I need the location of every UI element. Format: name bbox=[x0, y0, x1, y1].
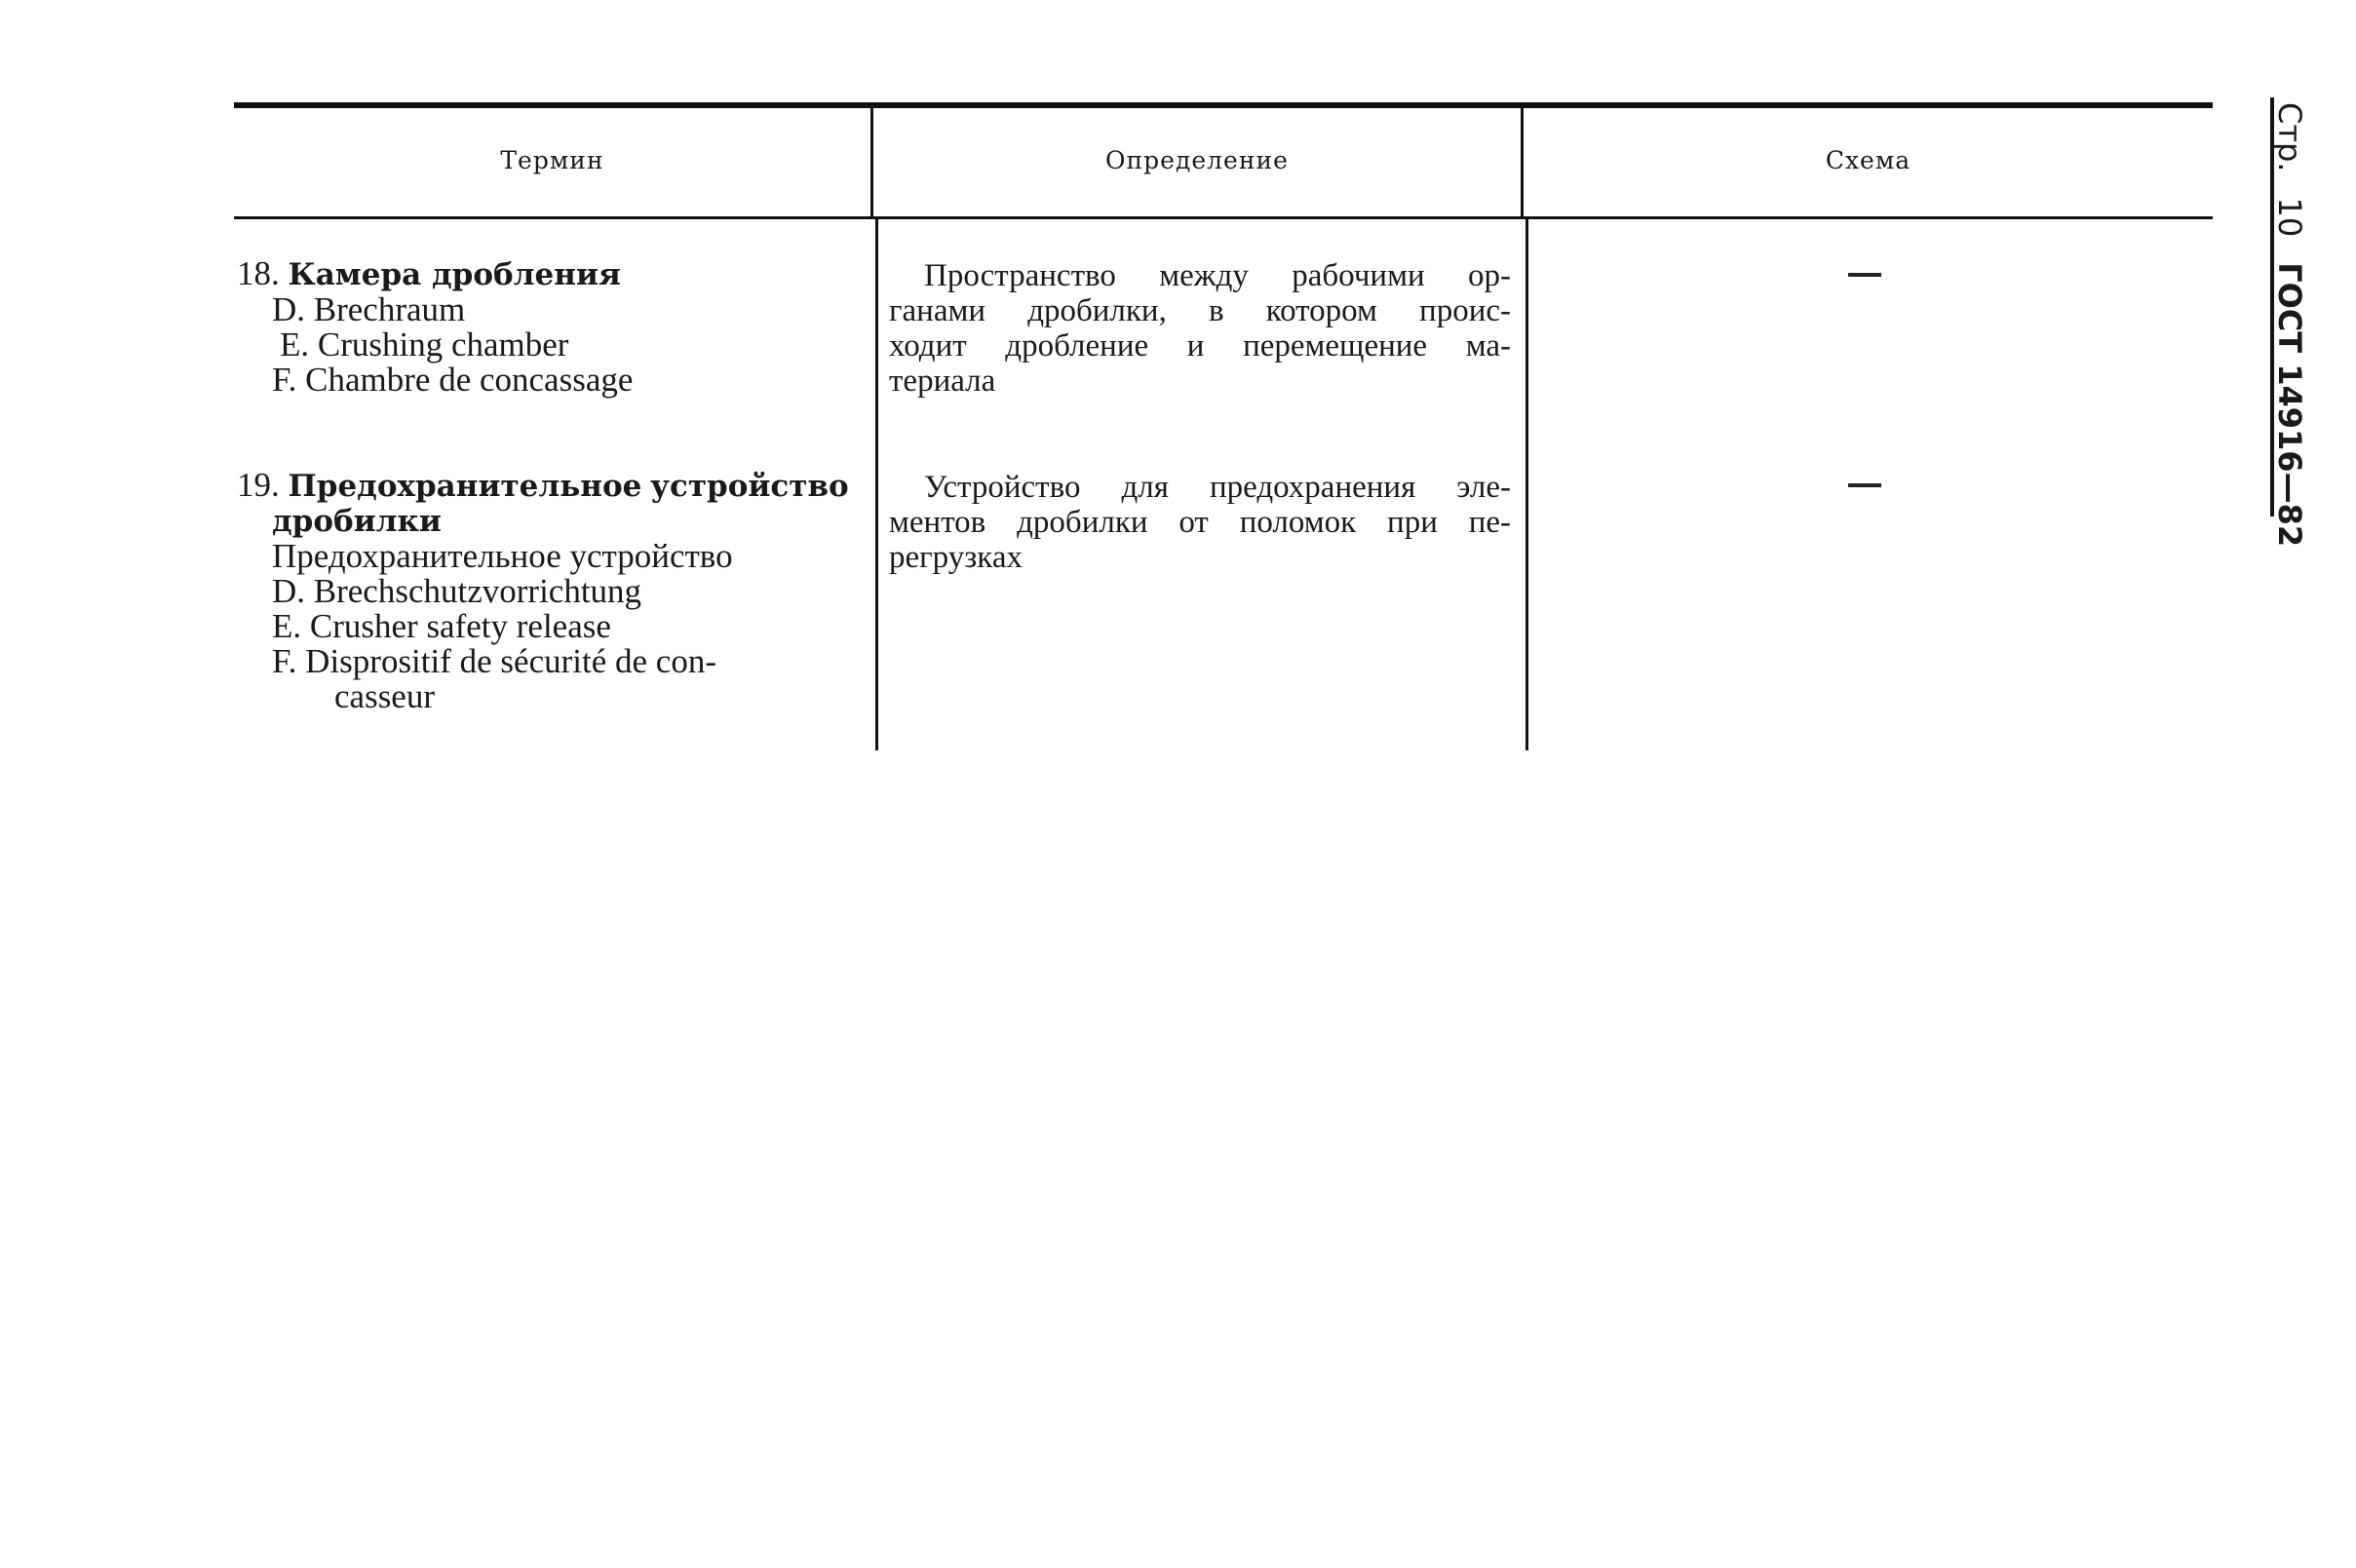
table-header-rule bbox=[234, 216, 2213, 219]
term-french-continuation: casseur bbox=[334, 677, 436, 715]
definition-line: териала bbox=[889, 363, 996, 399]
term-title-part: Предохранительное bbox=[288, 469, 642, 504]
term-title-line bbox=[237, 468, 863, 504]
term-german: D. Brechschutzvorrichtung bbox=[272, 572, 642, 610]
definition-line: ментов дробилки от поломок при пе- bbox=[889, 505, 1511, 540]
term-title-part: устройство bbox=[650, 469, 849, 504]
term-english: E. Crusher safety release bbox=[272, 607, 611, 645]
body-column-divider bbox=[1526, 219, 1528, 750]
term-french: F. Disprositif de sécurité de con- bbox=[272, 642, 716, 680]
term-cell bbox=[237, 256, 863, 398]
term-title-line bbox=[237, 256, 863, 292]
definition-line: ходит дробление и перемещение ма- bbox=[889, 328, 1511, 363]
definition-line: Устройство для предохранения эле- bbox=[924, 470, 1511, 505]
term-french: F. Chambre de concassage bbox=[272, 361, 634, 399]
table-top-rule bbox=[234, 102, 2213, 108]
scheme-dash bbox=[1848, 483, 1881, 487]
definition-line: ганами дробилки, в котором проис- bbox=[889, 293, 1511, 328]
running-head bbox=[2270, 102, 2309, 548]
standard-number: ГОСТ 14916—82 bbox=[2271, 262, 2308, 548]
page-number: 10 bbox=[2271, 197, 2308, 238]
term-synonym: Предохранительное устройство bbox=[272, 537, 733, 575]
page-label: Стр. bbox=[2271, 102, 2308, 172]
term-english: E. Crushing chamber bbox=[280, 325, 569, 363]
column-header-definition: Определение bbox=[1105, 146, 1289, 174]
term-title: Камера дробления bbox=[288, 257, 621, 292]
definition-cell bbox=[889, 258, 1511, 399]
term-number: 19. bbox=[237, 466, 280, 504]
term-cell bbox=[237, 468, 863, 714]
term-german: D. Brechraum bbox=[272, 290, 466, 328]
definition-line: Пространство между рабочими ор- bbox=[924, 258, 1511, 293]
definition-cell bbox=[889, 470, 1511, 575]
scheme-dash bbox=[1848, 273, 1881, 277]
body-column-divider bbox=[875, 219, 878, 750]
term-number: 18. bbox=[237, 254, 280, 292]
column-header-term: Термин bbox=[500, 146, 604, 174]
term-title-continuation: дробилки bbox=[272, 504, 442, 539]
column-header-scheme: Схема bbox=[1825, 146, 1912, 174]
definition-line: регрузках bbox=[889, 540, 1023, 575]
